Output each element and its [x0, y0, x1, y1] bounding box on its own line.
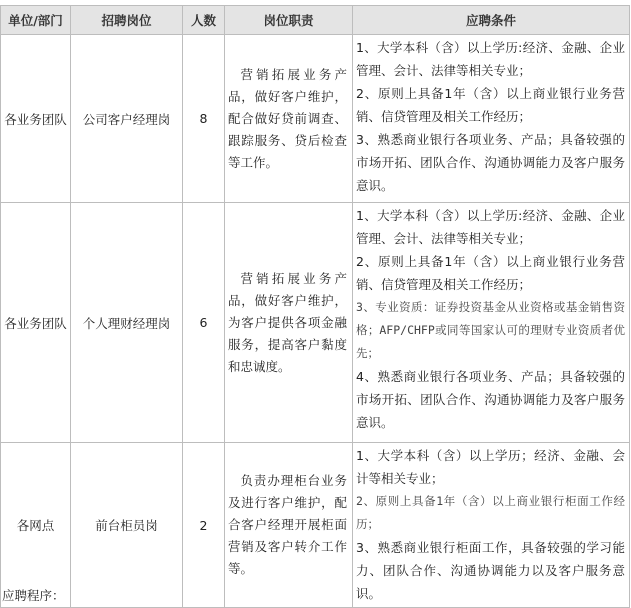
application-process-heading: 应聘程序：: [2, 588, 65, 603]
requirements-cell: [353, 35, 630, 203]
requirement-item: 2、原则上具备1年（含）以上商业银行业务营销、信贷管理及相关工作经历；: [356, 254, 625, 292]
header-count: 人数: [183, 6, 225, 35]
post-cell: 公司客户经理岗: [71, 35, 183, 203]
post-cell: 个人理财经理岗: [71, 203, 183, 443]
header-unit: 单位/部门: [1, 6, 71, 35]
requirement-item: 2、原则上具备1年（含）以上商业银行柜面工作经历；: [356, 494, 625, 531]
duty-cell: 营销拓展业务产品，做好客户维护，为客户提供各项金融服务，提高客户黏度和忠诚度。: [225, 203, 353, 443]
duty-cell: 负责办理柜台业务及进行客户维护，配合客户经理开展柜面营销及客户转介工作等。: [225, 443, 353, 608]
header-post: 招聘岗位: [71, 6, 183, 35]
unit-cell: 各网点: [1, 443, 71, 608]
requirement-item: 1、大学本科（含）以上学历:经济、金融、企业管理、会计、法律等相关专业；: [356, 208, 625, 246]
requirement-item: 2、原则上具备1年（含）以上商业银行业务营销、信贷管理及相关工作经历；: [356, 86, 625, 124]
requirements-cell: [353, 443, 630, 608]
requirement-item: 1、大学本科（含）以上学历:经济、金融、企业管理、会计、法律等相关专业；: [356, 40, 625, 78]
requirement-item: 3、熟悉商业银行柜面工作，具备较强的学习能力、团队合作、沟通协调能力以及客户服务意识。: [356, 540, 625, 601]
table-header-row: [1, 6, 630, 35]
header-duty: 岗位职责: [225, 6, 353, 35]
count-cell: 6: [183, 203, 225, 443]
requirement-item: 3、专业资质：证券投资基金从业资格或基金销售资格；AFP/CHFP或同等国家认可的理财专业资质者优先；: [356, 300, 625, 360]
count-cell: 8: [183, 35, 225, 203]
unit-cell: 各业务团队: [1, 203, 71, 443]
recruitment-table: [0, 5, 630, 608]
header-requirements: 应聘条件: [353, 6, 630, 35]
requirement-item: 3、熟悉商业银行各项业务、产品；具备较强的市场开拓、团队合作、沟通协调能力及客户服务意识。: [356, 132, 625, 193]
table-row: [1, 35, 630, 203]
duty-cell: 营销拓展业务产品，做好客户维护，配合做好贷前调查、跟踪服务、贷后检查等工作。: [225, 35, 353, 203]
table-row: [1, 443, 630, 608]
post-cell: 前台柜员岗: [71, 443, 183, 608]
unit-cell: 各业务团队: [1, 35, 71, 203]
requirements-cell: [353, 203, 630, 443]
count-cell: 2: [183, 443, 225, 608]
requirement-item: 1、大学本科（含）以上学历；经济、金融、会计等相关专业；: [356, 448, 625, 486]
table-row: [1, 203, 630, 443]
requirement-item: 4、熟悉商业银行各项业务、产品；具备较强的市场开拓、团队合作、沟通协调能力及客户服务意识。: [356, 369, 625, 430]
